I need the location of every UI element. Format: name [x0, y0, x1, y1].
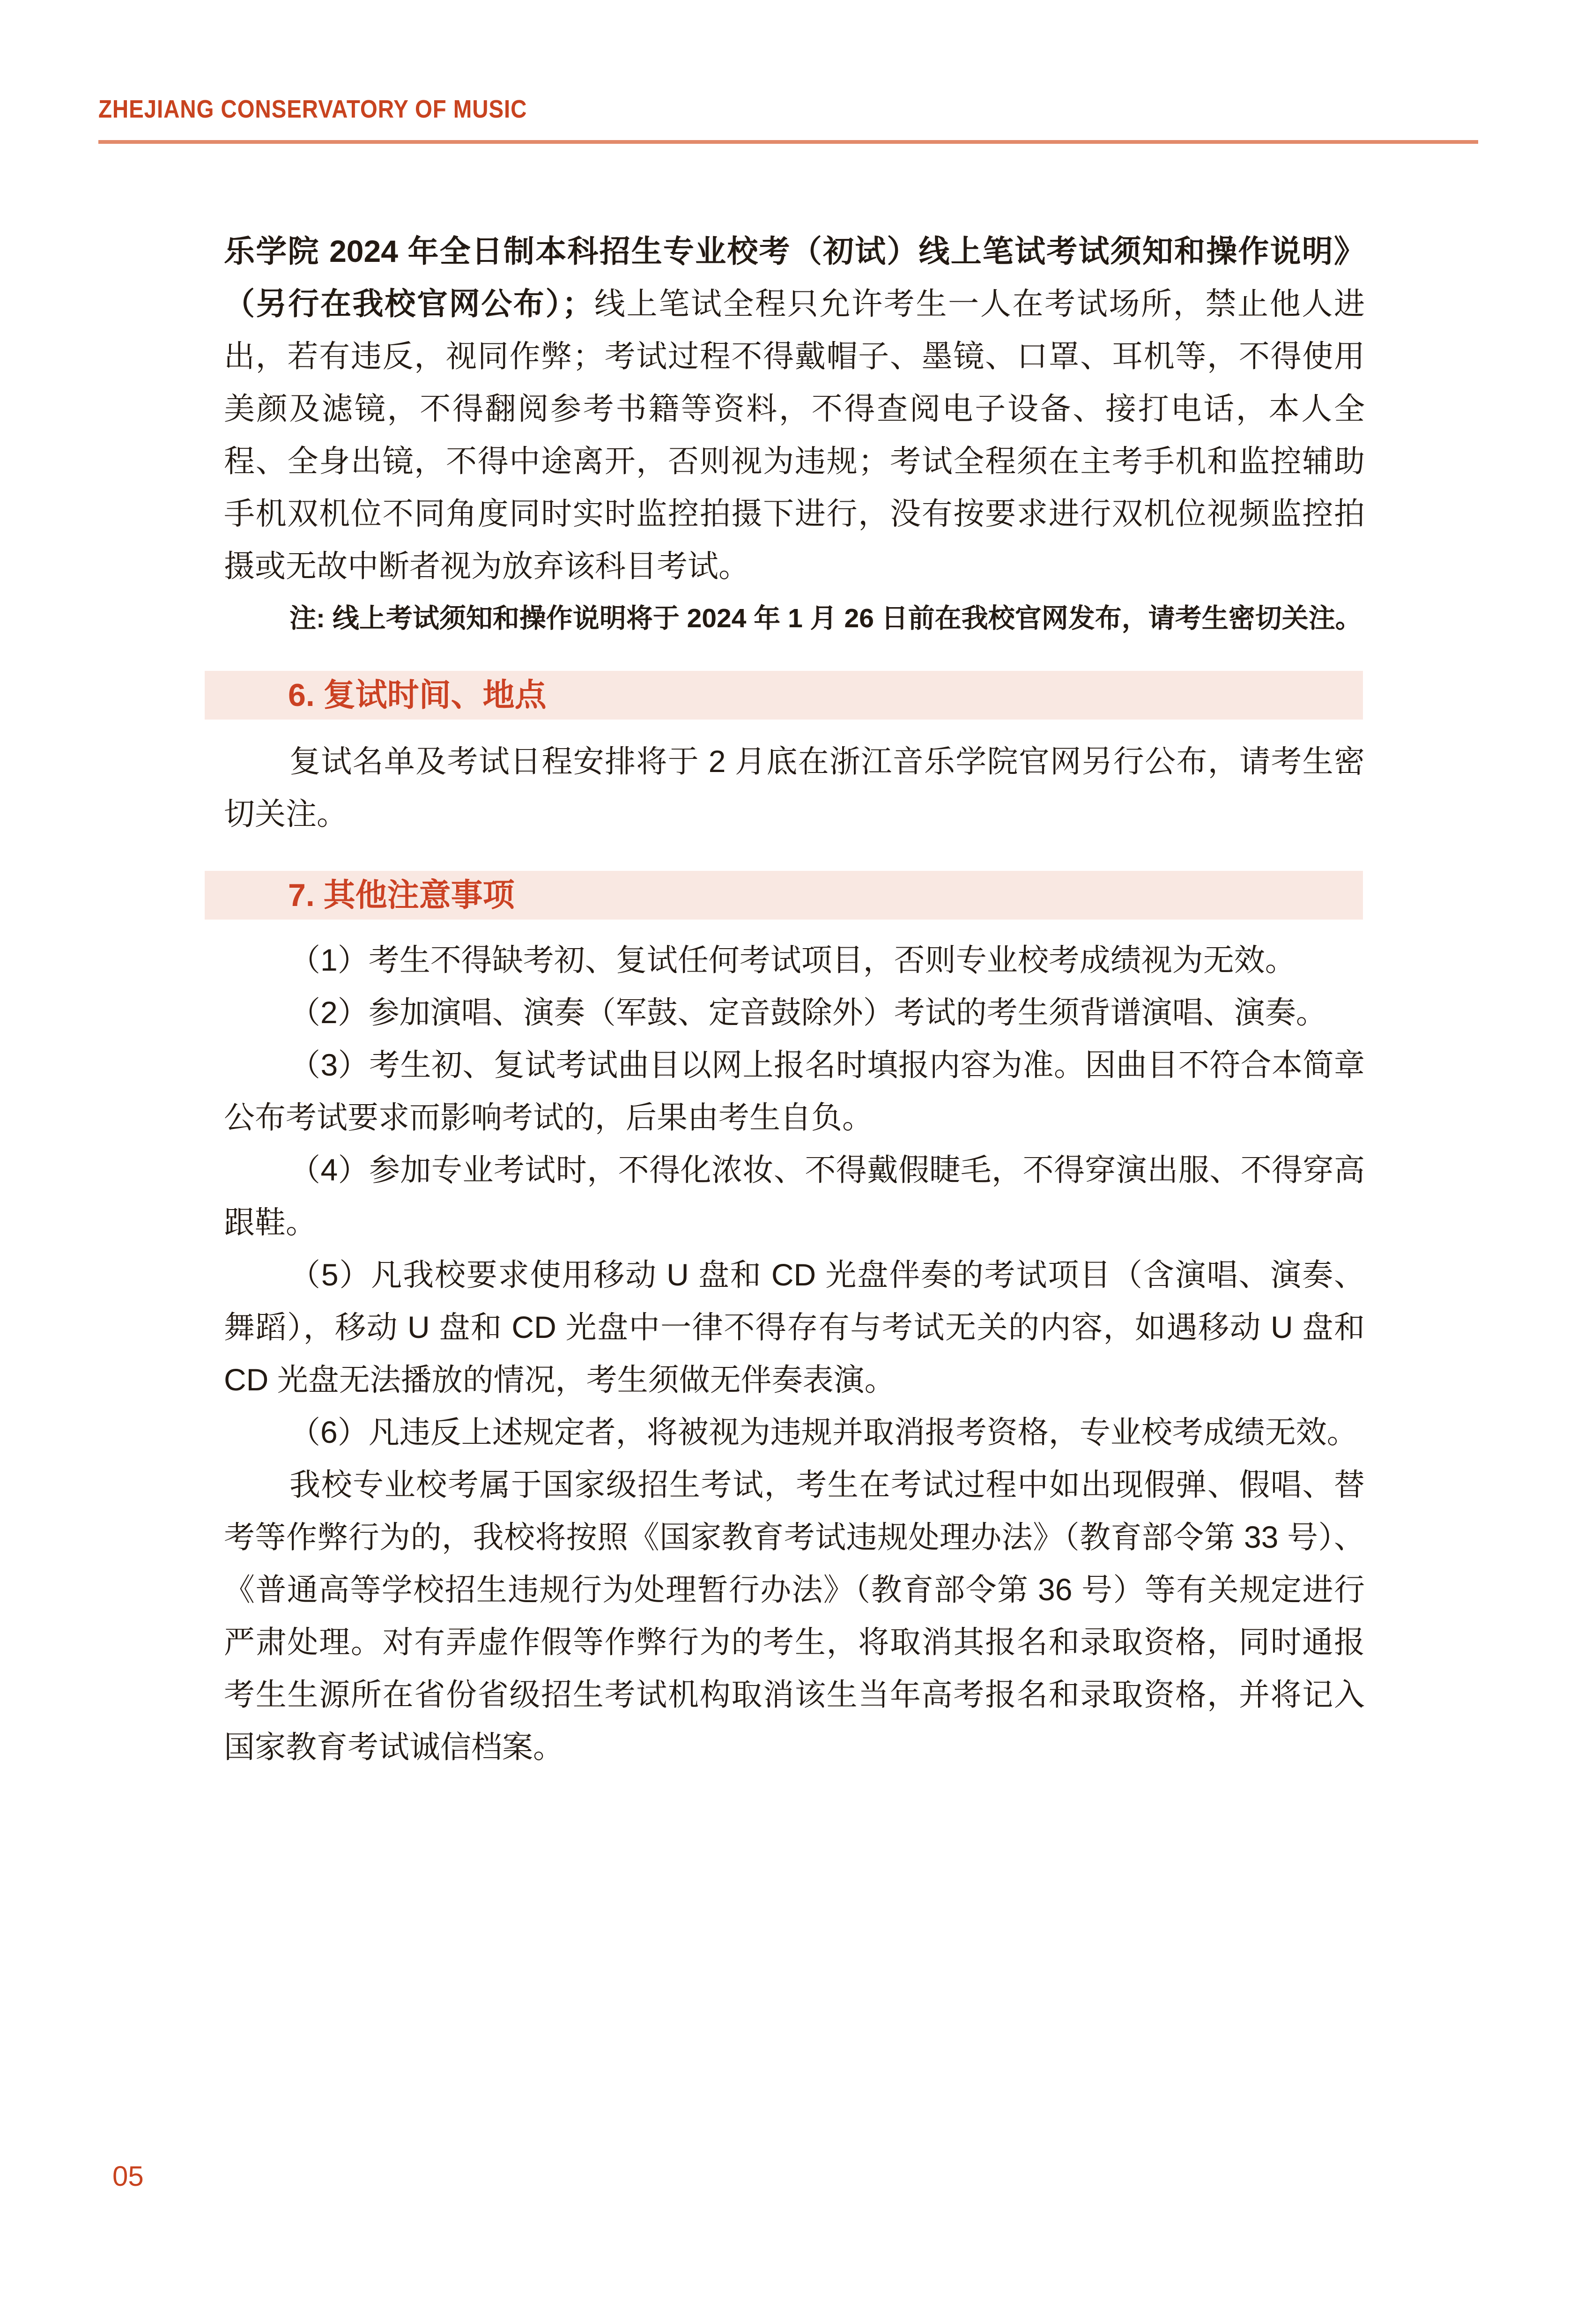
- section-6-paragraph: 复试名单及考试日程安排将于 2 月底在浙江音乐学院官网另行公布，请考生密切关注。: [224, 744, 1365, 831]
- section-7-header-band: [205, 871, 1363, 920]
- section-6-title: 6. 复试时间、地点: [288, 677, 547, 713]
- section-7-item-6: （6）凡违反上述规定者，将被视为违规并取消报考资格，专业校考成绩无效。: [289, 1415, 1358, 1449]
- paragraph-online-exam-rules: [224, 225, 1365, 592]
- brand-header: ZHEJIANG CONSERVATORY OF MUSIC: [98, 95, 527, 123]
- section-7-item-4: （4）参加专业考试时，不得化浓妆、不得戴假睫毛，不得穿演出服、不得穿高跟鞋。: [224, 1152, 1365, 1240]
- section-7-item-1: （1）考生不得缺考初、复试任何考试项目，否则专业校考成绩视为无效。: [289, 943, 1296, 977]
- section-7-title: 7. 其他注意事项: [288, 877, 515, 913]
- section-7-item-3: （3）考生初、复试考试曲目以网上报名时填报内容为准。因曲目不符合本简章公布考试要求而影响考试的，后果由考生自负。: [224, 1047, 1365, 1135]
- page-number: 05: [112, 2161, 144, 2192]
- section-6-header-band: [205, 671, 1363, 720]
- paragraph-online-exam-rules-rest: 线上笔试全程只允许考生一人在考试场所，禁止他人进出，若有违反，视同作弊；考试过程不得戴帽子、墨镜、口罩、耳机等，不得使用美颜及滤镜，不得翻阅参考书籍等资料，不得查阅电子设备、接打电话，本人全程、全身出镜，不得中途离开，否则视为违规；考试全程须在主考手机和监控辅助手机双机位不同角度同时实时监控拍摄下进行，没有按要求进行双机位视频监控拍摄或无故中断者视为放弃该科目考试。: [224, 286, 1365, 583]
- paragraph-online-exam-rules-bold-lead: 乐学院 2024 年全日制本科招生专业校考（初试）线上笔试考试须知和操作说明》（另行在我校官网公布）；: [224, 234, 1365, 321]
- section-7-closing-paragraph: 我校专业校考属于国家级招生考试，考生在考试过程中如出现假弹、假唱、替考等作弊行为的，我校将按照《国家教育考试违规处理办法》（教育部令第 33 号）、《普通高等学校招生违规行为处理暂行办法》（教育部令第 36 号）等有关规定进行严肃处理。对有弄虚作假等作弊行为的考生，将取消其报名和录取资格，同时通报考生生源所在省份省级招生考试机构取消该生当年高考报名和录取资格，并将记入国家教育考试诚信档案。: [224, 1467, 1365, 1764]
- section-7-item-2: （2）参加演唱、演奏（军鼓、定音鼓除外）考试的考生须背谱演唱、演奏。: [289, 995, 1327, 1030]
- note-line: 注: 线上考试须知和操作说明将于 2024 年 1 月 26 日前在我校官网发布，请考生密切关注。: [289, 603, 1362, 633]
- section-7-item-5: （5）凡我校要求使用移动 U 盘和 CD 光盘伴奏的考试项目（含演唱、演奏、舞蹈），移动 U 盘和 CD 光盘中一律不得存有与考试无关的内容，如遇移动 U 盘和 CD 光盘无法播放的情况，考生须做无伴奏表演。: [224, 1257, 1365, 1397]
- page-content: [224, 0, 1365, 1773]
